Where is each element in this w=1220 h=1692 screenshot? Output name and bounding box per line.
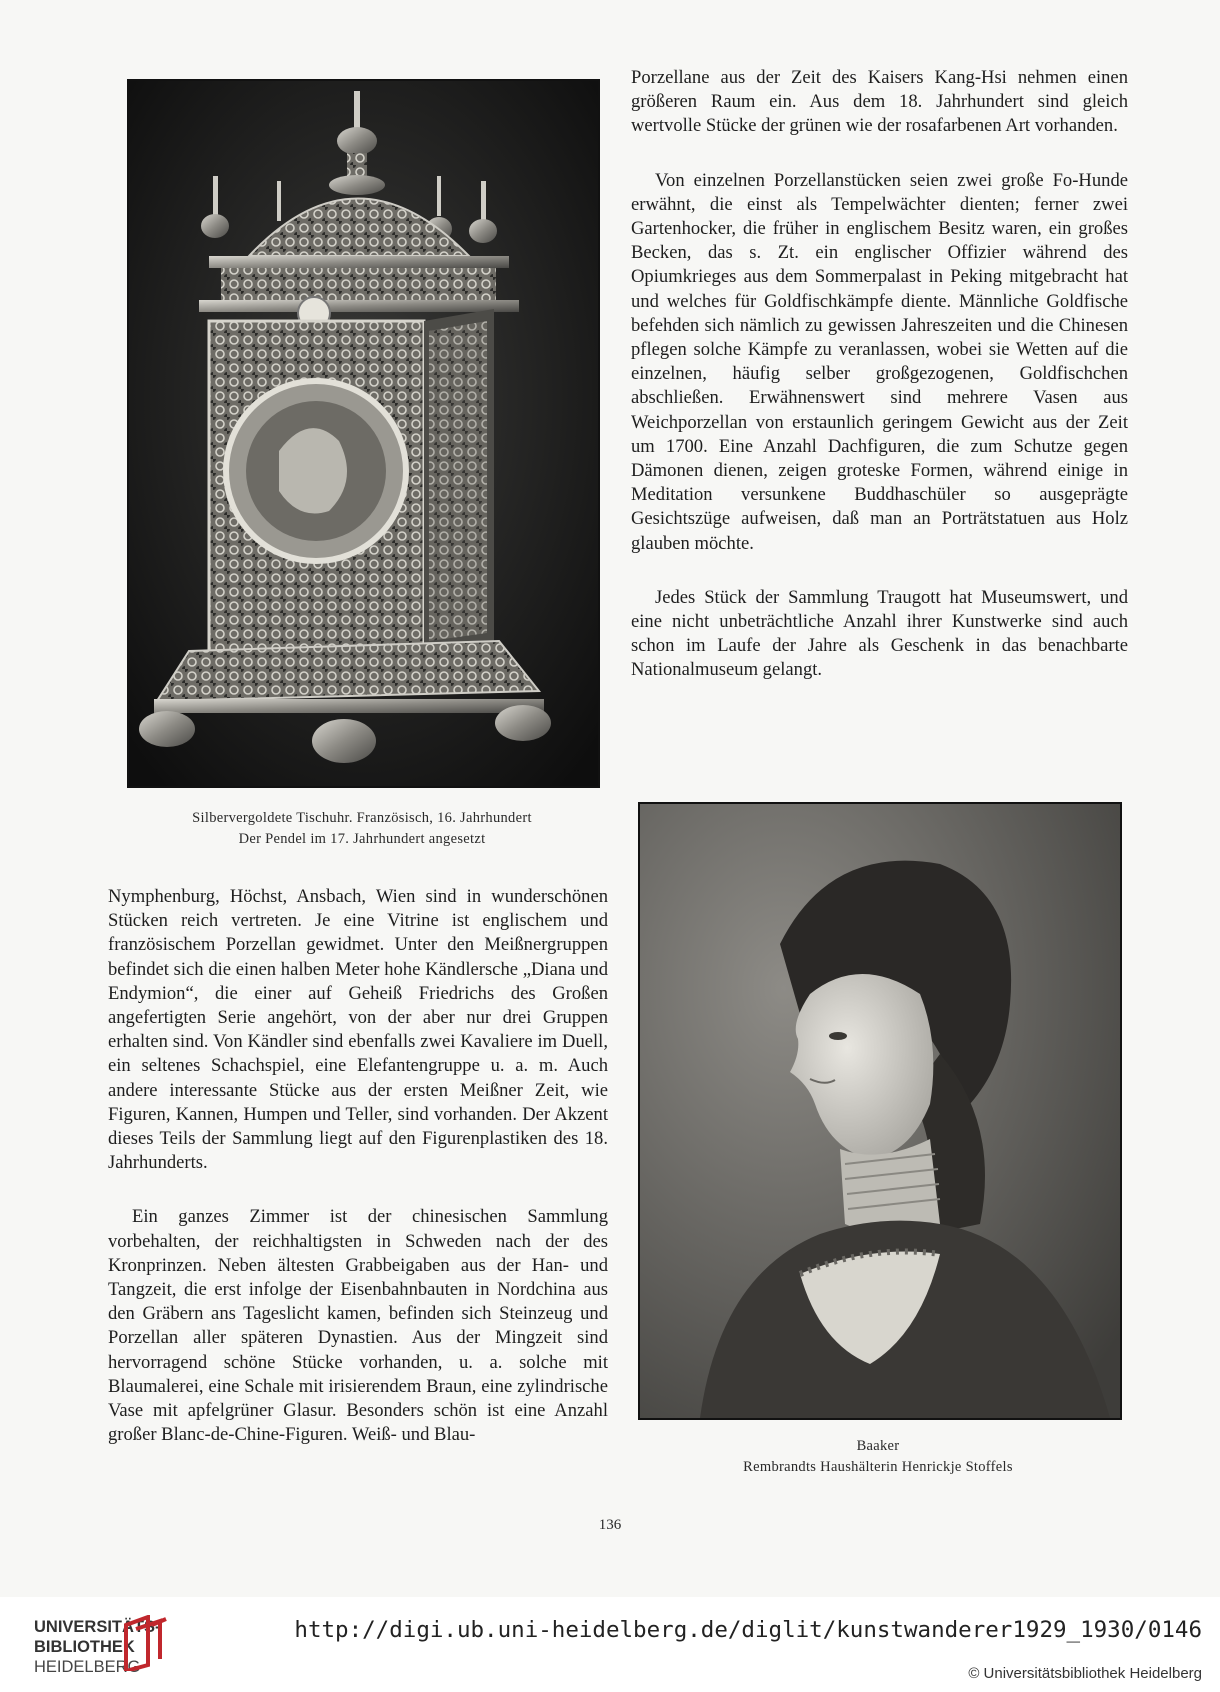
library-logo-icon[interactable] — [122, 1615, 168, 1671]
right-column-text — [631, 66, 1128, 683]
paragraph: Nymphenburg, Höchst, Ansbach, Wien sind in wunderschönen Stücken reich vertreten. Je eine Vitrine ist englischem und französischem Porzellan gewidmet. Unter den Meißnergruppen befindet sich die einen halben Meter hohe Kändlersche „Diana und Endymion“, die einer auf Geheiß Friedrichs des Großen angefertigten Serie angehört, von der aber nur drei Gruppen erhalten sind. Von Kändler sind ebenfalls zwei Kavaliere im Duell, ein seltenes Schachspiel, eine Elefantengruppe u. a. m. Auch andere interessante Stücke aus der ersten Meißner Zeit, wie Figuren, Kannen, Humpen und Teller, sind vorhanden. Der Akzent dieses Teils der Sammlung liegt auf den Figurenplastiken des 18. Jahrhunderts. — [108, 886, 608, 1174]
logo-line: UNIVERSITÄTS- — [34, 1618, 161, 1636]
clock-caption — [108, 808, 616, 850]
paragraph: Jedes Stück der Sammlung Traugott hat Museumswert, und eine nicht unbeträchtliche Anzahl ihrer Kunstwerke sind auch schon im Laufe der Jahre als Geschenk in das benachbarte Nationalmuseum gelangt. — [631, 586, 1128, 681]
left-column-text — [108, 885, 608, 1447]
permalink-url[interactable]: http://digi.ub.uni-heidelberg.de/diglit/kunstwanderer1929_1930/0146 — [294, 1617, 1202, 1643]
library-footer — [0, 1597, 1220, 1692]
logo-line: HEIDELBERG — [34, 1658, 141, 1676]
portrait-caption-title: Rembrandts Haushälterin Henrickje Stoffels — [743, 1459, 1013, 1475]
table-clock-image — [129, 81, 598, 786]
paragraph: Von einzelnen Porzellanstücken seien zwei große Fo-Hunde erwähnt, die einst als Tempelwächter dienten; ferner zwei Gartenhocker, die früher in englischem Besitz waren, ein großes Becken, das s. Zt. ein englischer Offizier während des Opiumkrieges aus dem Sommerpalast in Peking mitgebracht hat und welches für Goldfischkämpfe diente. Männliche Goldfische befehden sich nämlich zu gewissen Jahreszeiten und die Chinesen pflegen solche Kämpfe zu veranlassen, wobei sie Wetten auf die einzelnen, häufig selber großgezogenen, Goldfischchen abschließen. Erwähnenswert sind mehrere Vasen aus Weichporzellan von erstaunlich geringem Gewicht aus der Zeit um 1700. Eine Anzahl Dachfiguren, die zum Schutze gegen Dämonen dienen, zeigen groteske Formen, während einige in Meditation versunkene Buddhaschüler so ausgeprägte Gesichtszüge aufweisen, daß man an Porträtstatuen aus Holz glauben möchte. — [631, 169, 1128, 554]
clock-photograph — [127, 79, 600, 788]
clock-caption-line2: Der Pendel im 17. Jahrhundert angesetzt — [238, 831, 486, 847]
portrait-image — [640, 804, 1120, 1418]
clock-caption-line1: Silbervergoldete Tischuhr. Französisch, 16. Jahrhundert — [192, 810, 532, 826]
paragraph: Ein ganzes Zimmer ist der chinesischen Sammlung vorbehalten, der reichhaltigsten in Schweden nach der des Kronprinzen. Neben ältesten Grabbeigaben aus der Han- und Tangzeit, die erst infolge der Eisenbahnbauten in Nordchina aus den Gräbern ans Tageslicht kamen, befinden sich Steinzeug und Porzellan aller späteren Dynastien. Aus der Mingzeit sind hervorragend schöne Stücke vorhanden, u. a. solche mit Blaumalerei, eine Schale mit irisierendem Braun, eine zylindrische Vase mit apfelgrüner Glasur. Besonders schön ist eine Anzahl großer Blanc-de-Chine-Figuren. Weiß- und Blau- — [108, 1206, 608, 1446]
copyright-notice: © Universitätsbibliothek Heidelberg — [968, 1665, 1202, 1682]
portrait-painting — [638, 802, 1122, 1420]
logo-line: BIBLIOTHEK — [34, 1638, 135, 1656]
page-number: 136 — [598, 1517, 622, 1533]
portrait-caption-artist: Baaker — [856, 1438, 900, 1454]
paragraph: Porzellane aus der Zeit des Kaisers Kang-Hsi nehmen einen größeren Raum ein. Aus dem 18. Jahrhundert sind gleich wertvolle Stücke der grünen wie der rosafarbenen Art vorhanden. — [631, 67, 1128, 137]
portrait-caption — [638, 1436, 1118, 1478]
